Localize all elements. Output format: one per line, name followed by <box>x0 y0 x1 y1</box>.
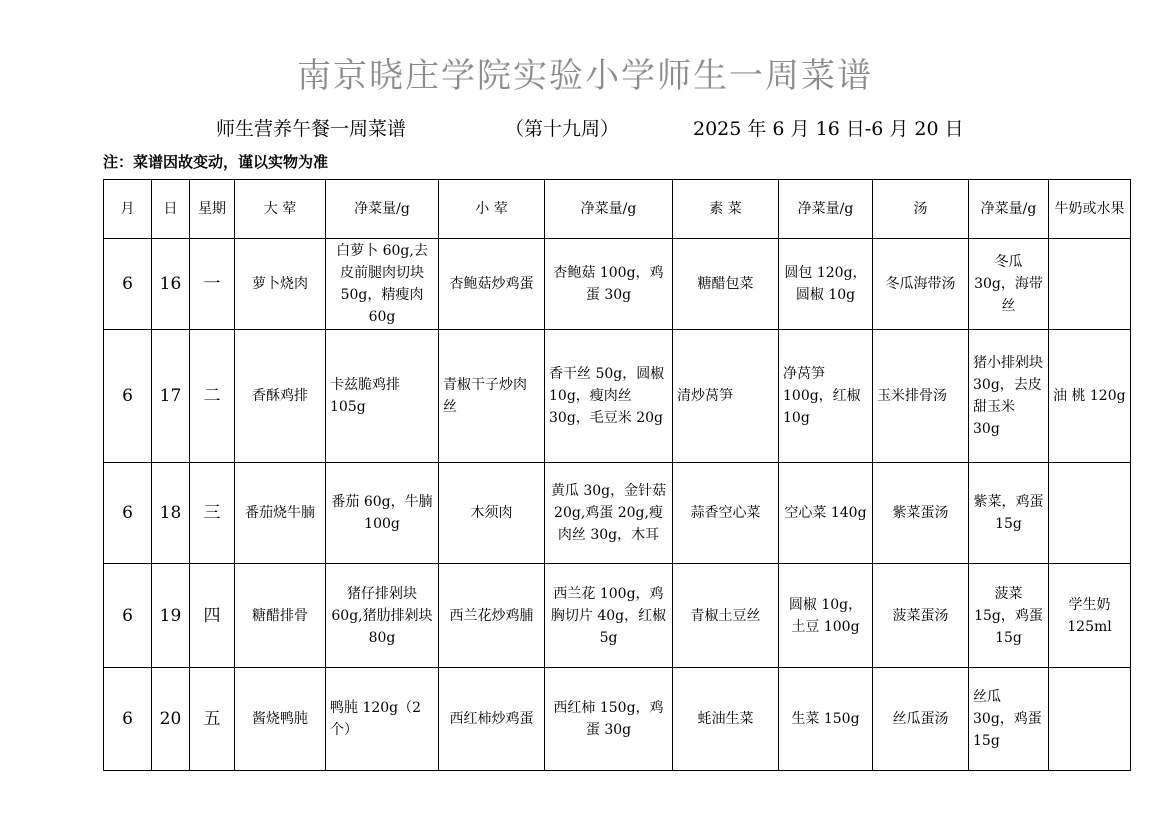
menu-table <box>103 179 1131 771</box>
cell-soup: 紫菜蛋汤 <box>873 463 969 564</box>
cell-side-qty: 黄瓜 30g，金针菇 20g,鸡蛋 20g,瘦肉丝 30g，木耳 <box>545 463 673 564</box>
cell-soup: 冬瓜海带汤 <box>873 239 969 330</box>
cell-veg-qty: 圆椒 10g，土豆 100g <box>779 564 873 668</box>
cell-side-qty: 西兰花 100g，鸡胸切片 40g，红椒 5g <box>545 564 673 668</box>
cell-weekday: 一 <box>190 239 235 330</box>
cell-day: 18 <box>152 463 190 564</box>
cell-main-qty: 白萝卜 60g,去皮前腿肉切块 50g，精瘦肉 60g <box>326 239 439 330</box>
header-side-dish: 小 荤 <box>439 180 545 239</box>
cell-side-dish: 木须肉 <box>439 463 545 564</box>
cell-side-qty: 西红柿 150g，鸡蛋 30g <box>545 668 673 771</box>
cell-veg-dish: 糖醋包菜 <box>673 239 779 330</box>
cell-soup: 丝瓜蛋汤 <box>873 668 969 771</box>
header-month: 月 <box>104 180 152 239</box>
cell-soup-qty: 丝瓜 30g，鸡蛋 15g <box>969 668 1049 771</box>
table-row <box>104 463 1131 564</box>
header-weekday: 星期 <box>190 180 235 239</box>
cell-main-dish: 香酥鸡排 <box>235 330 326 463</box>
table-row <box>104 239 1131 330</box>
cell-soup-qty: 紫菜，鸡蛋 15g <box>969 463 1049 564</box>
subtitle-left: 师生营养午餐一周菜谱 <box>216 118 407 140</box>
header-veg-dish: 素 菜 <box>673 180 779 239</box>
cell-weekday: 二 <box>190 330 235 463</box>
cell-month: 6 <box>104 668 152 771</box>
cell-soup: 菠菜蛋汤 <box>873 564 969 668</box>
cell-veg-qty: 空心菜 140g <box>779 463 873 564</box>
table-row <box>104 564 1131 668</box>
subtitle-week: （第十九周） <box>505 118 620 140</box>
cell-veg-dish: 蒜香空心菜 <box>673 463 779 564</box>
cell-month: 6 <box>104 239 152 330</box>
cell-milk-fruit <box>1049 463 1131 564</box>
header-milk-fruit: 牛奶或水果 <box>1049 180 1131 239</box>
page-title: 南京晓庄学院实验小学师生一周菜谱 <box>297 56 873 96</box>
cell-day: 20 <box>152 668 190 771</box>
cell-month: 6 <box>104 463 152 564</box>
header-row <box>104 180 1131 239</box>
header-side-qty: 净菜量/g <box>545 180 673 239</box>
cell-main-qty: 番茄 60g，牛腩 100g <box>326 463 439 564</box>
cell-main-dish: 萝卜烧肉 <box>235 239 326 330</box>
header-main-qty: 净菜量/g <box>326 180 439 239</box>
cell-main-dish: 酱烧鸭肫 <box>235 668 326 771</box>
cell-side-qty: 杏鲍菇 100g，鸡蛋 30g <box>545 239 673 330</box>
header-soup: 汤 <box>873 180 969 239</box>
cell-soup-qty: 冬瓜 30g，海带丝 <box>969 239 1049 330</box>
cell-weekday: 五 <box>190 668 235 771</box>
cell-veg-dish: 清炒莴笋 <box>673 330 779 463</box>
cell-veg-dish: 青椒土豆丝 <box>673 564 779 668</box>
cell-soup-qty: 菠菜 15g，鸡蛋 15g <box>969 564 1049 668</box>
subtitle-dates: 2025 年 6 月 16 日-6 月 20 日 <box>693 118 964 140</box>
header-day: 日 <box>152 180 190 239</box>
cell-month: 6 <box>104 564 152 668</box>
cell-main-qty: 猪仔排剁块 60g,猪肋排剁块 80g <box>326 564 439 668</box>
cell-soup: 玉米排骨汤 <box>873 330 969 463</box>
cell-main-dish: 糖醋排骨 <box>235 564 326 668</box>
cell-day: 19 <box>152 564 190 668</box>
cell-veg-qty: 生菜 150g <box>779 668 873 771</box>
header-main-dish: 大 荤 <box>235 180 326 239</box>
cell-milk-fruit <box>1049 239 1131 330</box>
cell-weekday: 四 <box>190 564 235 668</box>
cell-day: 16 <box>152 239 190 330</box>
table-row <box>104 668 1131 771</box>
cell-side-dish: 杏鲍菇炒鸡蛋 <box>439 239 545 330</box>
cell-main-dish: 番茄烧牛腩 <box>235 463 326 564</box>
cell-milk-fruit: 油 桃 120g <box>1049 330 1131 463</box>
cell-veg-dish: 蚝油生菜 <box>673 668 779 771</box>
table-row <box>104 330 1131 463</box>
cell-main-qty: 鸭肫 120g（2个） <box>326 668 439 771</box>
header-soup-qty: 净菜量/g <box>969 180 1049 239</box>
menu-note: 注：菜谱因故变动，谨以实物为准 <box>103 153 329 171</box>
cell-side-dish: 西红柿炒鸡蛋 <box>439 668 545 771</box>
cell-main-qty: 卡兹脆鸡排 105g <box>326 330 439 463</box>
header-veg-qty: 净菜量/g <box>779 180 873 239</box>
cell-side-dish: 西兰花炒鸡脯 <box>439 564 545 668</box>
cell-veg-qty: 圆包 120g，圆椒 10g <box>779 239 873 330</box>
cell-month: 6 <box>104 330 152 463</box>
cell-side-dish: 青椒干子炒肉丝 <box>439 330 545 463</box>
cell-veg-qty: 净莴笋 100g，红椒 10g <box>779 330 873 463</box>
cell-side-qty: 香干丝 50g，圆椒 10g，瘦肉丝 30g，毛豆米 20g <box>545 330 673 463</box>
cell-day: 17 <box>152 330 190 463</box>
cell-soup-qty: 猪小排剁块 30g，去皮甜玉米 30g <box>969 330 1049 463</box>
cell-weekday: 三 <box>190 463 235 564</box>
cell-milk-fruit <box>1049 668 1131 771</box>
cell-milk-fruit: 学生奶 125ml <box>1049 564 1131 668</box>
